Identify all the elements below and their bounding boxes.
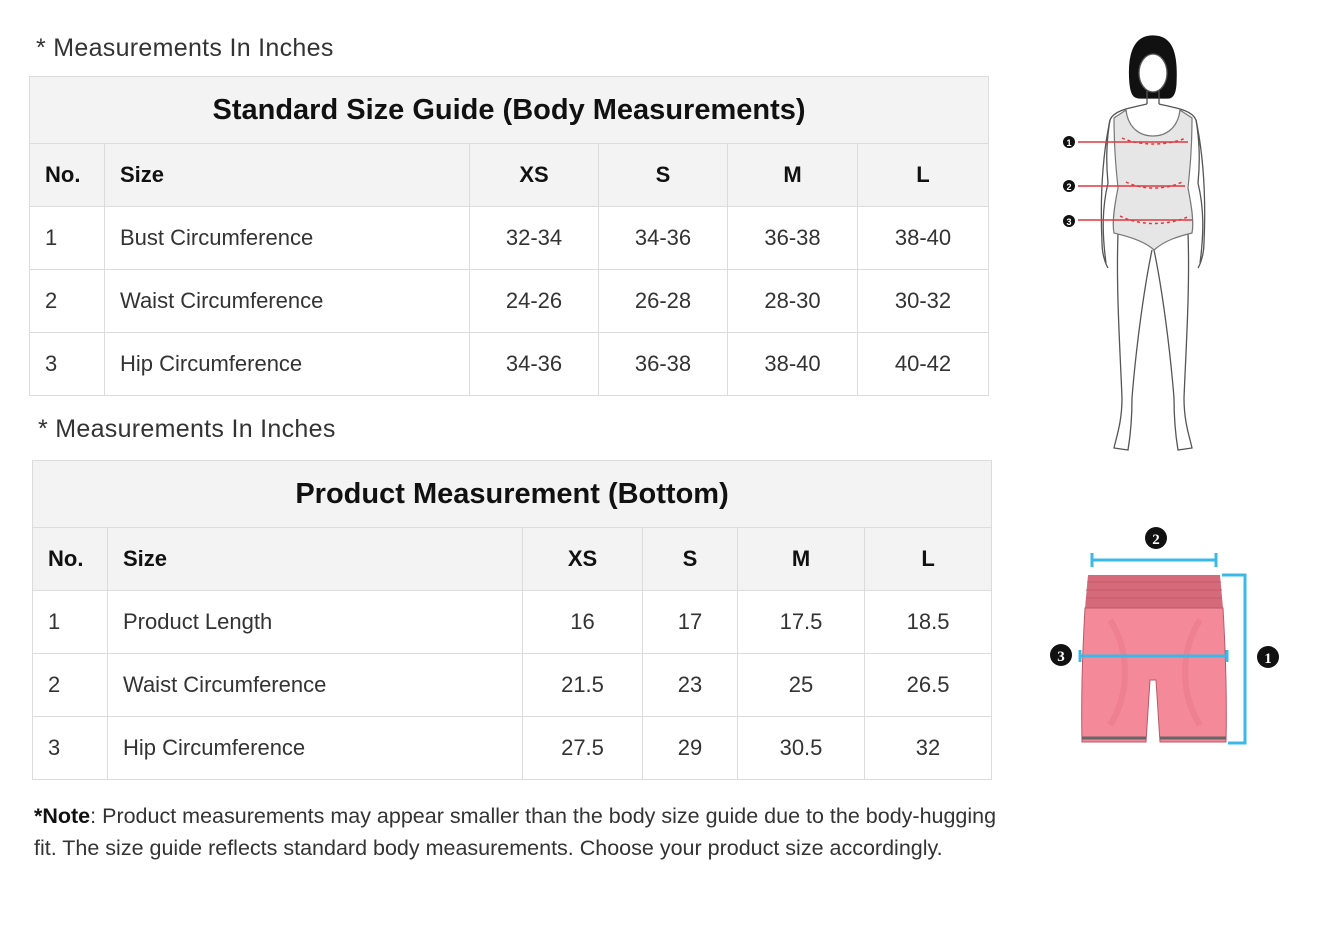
header-l: L	[865, 528, 992, 591]
shorts-body	[1082, 608, 1227, 742]
table-row	[33, 717, 992, 780]
cell-s: 36-38	[599, 333, 728, 396]
marker-2-label: 2	[1152, 532, 1160, 548]
cell-s: 26-28	[599, 270, 728, 333]
cell-l: 38-40	[858, 207, 989, 270]
cell-m: 38-40	[728, 333, 858, 396]
table-title: Product Measurement (Bottom)	[33, 461, 992, 528]
row-measure: Hip Circumference	[108, 717, 523, 780]
header-l: L	[858, 144, 989, 207]
cell-l: 32	[865, 717, 992, 780]
row-measure: Waist Circumference	[105, 270, 470, 333]
note-label: *Note	[34, 804, 91, 828]
row-measure: Bust Circumference	[105, 207, 470, 270]
cell-s: 23	[643, 654, 738, 717]
cell-l: 18.5	[865, 591, 992, 654]
cell-l: 40-42	[858, 333, 989, 396]
measurement-unit-note: * Measurements In Inches	[36, 34, 334, 62]
cell-m: 28-30	[728, 270, 858, 333]
row-number: 2	[30, 270, 105, 333]
cell-xs: 24-26	[470, 270, 599, 333]
marker-1-label: 1	[1264, 651, 1272, 667]
header-xs: XS	[470, 144, 599, 207]
row-measure: Product Length	[108, 591, 523, 654]
body-markers	[1063, 136, 1075, 227]
product-size-table	[32, 460, 992, 780]
cell-xs: 21.5	[523, 654, 643, 717]
table-row	[30, 270, 989, 333]
shorts-waistband	[1085, 575, 1223, 608]
header-no: No.	[33, 528, 108, 591]
header-s: S	[599, 144, 728, 207]
body-size-table	[29, 76, 989, 396]
shorts-measurement-figure	[1040, 520, 1290, 760]
table-row	[33, 591, 992, 654]
table-row	[33, 654, 992, 717]
cell-xs: 32-34	[470, 207, 599, 270]
cell-xs: 16	[523, 591, 643, 654]
marker-2-label: 2	[1066, 182, 1072, 192]
cell-s: 34-36	[599, 207, 728, 270]
row-measure: Hip Circumference	[105, 333, 470, 396]
header-no: No.	[30, 144, 105, 207]
row-number: 3	[30, 333, 105, 396]
cell-s: 17	[643, 591, 738, 654]
cell-m: 30.5	[738, 717, 865, 780]
table-row	[30, 333, 989, 396]
measurement-unit-note: * Measurements In Inches	[38, 415, 336, 443]
table-header-row	[30, 144, 989, 207]
header-s: S	[643, 528, 738, 591]
cell-xs: 34-36	[470, 333, 599, 396]
note-text: : Product measurements may appear smaller than the body size guide due to the body-hugging fit. The size guide reflects standard body measurements. Choose your product size accordingly.	[34, 804, 997, 860]
table-title: Standard Size Guide (Body Measurements)	[30, 77, 989, 144]
cell-m: 25	[738, 654, 865, 717]
header-m: M	[728, 144, 858, 207]
body-measurement-figure	[1050, 28, 1290, 458]
row-number: 1	[33, 591, 108, 654]
table-row	[30, 207, 989, 270]
fit-note	[34, 800, 999, 864]
header-m: M	[738, 528, 865, 591]
row-number: 1	[30, 207, 105, 270]
cell-l: 30-32	[858, 270, 989, 333]
table-header-row	[33, 528, 992, 591]
header-xs: XS	[523, 528, 643, 591]
row-number: 2	[33, 654, 108, 717]
marker-3-label: 3	[1057, 649, 1065, 665]
header-size: Size	[105, 144, 470, 207]
cell-m: 36-38	[728, 207, 858, 270]
marker-3-label: 3	[1066, 217, 1072, 227]
cell-l: 26.5	[865, 654, 992, 717]
cell-xs: 27.5	[523, 717, 643, 780]
cell-m: 17.5	[738, 591, 865, 654]
header-size: Size	[108, 528, 523, 591]
row-number: 3	[33, 717, 108, 780]
bodysuit-shape	[1113, 110, 1193, 250]
cell-s: 29	[643, 717, 738, 780]
marker-1-label: 1	[1066, 138, 1072, 148]
row-measure: Waist Circumference	[108, 654, 523, 717]
